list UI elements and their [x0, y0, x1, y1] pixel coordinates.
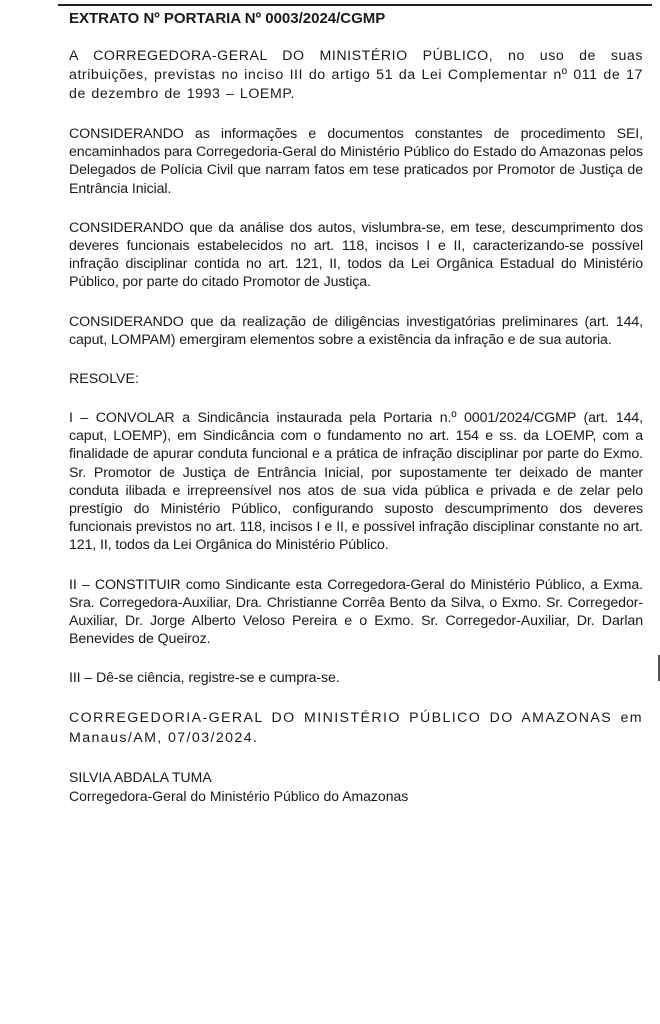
signature-name: SILVIA ABDALA TUMA	[69, 768, 212, 785]
considerando-paragraph-2: CONSIDERANDO que da análise dos autos, vislumbra-se, em tese, descumprimento dos deveres funcionais estabelecidos no art. 118, incisos I e II, caracterizando-se possível infração disciplinar contida no art. 121, II, todos da Lei Orgânica Estadual do Ministério Público, por parte do citado Promotor de Justiça.	[69, 219, 643, 291]
resolve-heading: RESOLVE:	[69, 371, 139, 388]
intro-paragraph: A CORREGEDORA-GERAL DO MINISTÉRIO PÚBLICO, no uso de suas atribuições, previstas no inciso III do artigo 51 da Lei Complementar nº 011 de 17 de dezembro de 1993 – LOEMP.	[69, 48, 643, 102]
considerando-paragraph-1: CONSIDERANDO as informações e documentos constantes de procedimento SEI, encaminhados para Corregedoria-Geral do Ministério Público do Estado do Amazonas pelos Delegados de Polícia Civil que narram fatos em tese praticados por Promotor de Justiça de Entrância Inicial.	[69, 126, 643, 197]
resolution-item-3: III – Dê-se ciência, registre-se e cumpra-se.	[69, 670, 340, 687]
considerando-paragraph-3: CONSIDERANDO que da realização de diligências investigatórias preliminares (art. 144, caput, LOMPAM) emergiram elementos sobre a existência da infração e de sua autoria.	[69, 313, 643, 348]
document-page	[69, 9, 643, 806]
resolution-item-1: I – CONVOLAR a Sindicância instaurada pela Portaria n.º 0001/2024/CGMP (art. 144, caput, LOEMP), em Sindicância com o fundamento no art. 154 e ss. da LOEMP, com a finalidade de apurar conduta funcional e a prática de infração disciplinar por parte do Exmo. Sr. Promotor de Justiça de Entrância Inicial, por supostamente ter deixado de manter conduta ilibada e irrepreensível nos atos de sua vida pública e privada e de zelar pelo prestígio do Ministério Público, configurando suposto descumprimento dos deveres funcionais previstos no art. 118, incisos I e II, e possível infração disciplinar constante no art. 121, II, todos da Lei Orgânica do Ministério Público.	[69, 410, 643, 554]
closing-location-date: CORREGEDORIA-GERAL DO MINISTÉRIO PÚBLICO DO AMAZONAS em Manaus/AM, 07/03/2024.	[69, 709, 643, 746]
top-rule	[58, 4, 652, 6]
document-title: EXTRATO Nº PORTARIA Nº 0003/2024/CGMP	[69, 10, 386, 27]
signature-role: Corregedora-Geral do Ministério Público do Amazonas	[69, 787, 409, 804]
resolution-item-2: II – CONSTITUIR como Sindicante esta Corregedora-Geral do Ministério Público, a Exma. Sra. Corregedora-Auxiliar, Dra. Christianne Corrêa Bento da Silva, o Exmo. Sr. Corregedor-Auxiliar, Dr. Jorge Alberto Veloso Pereira e o Exmo. Sr. Corregedor-Auxiliar, Dr. Darlan Benevides de Queiroz.	[69, 576, 643, 648]
